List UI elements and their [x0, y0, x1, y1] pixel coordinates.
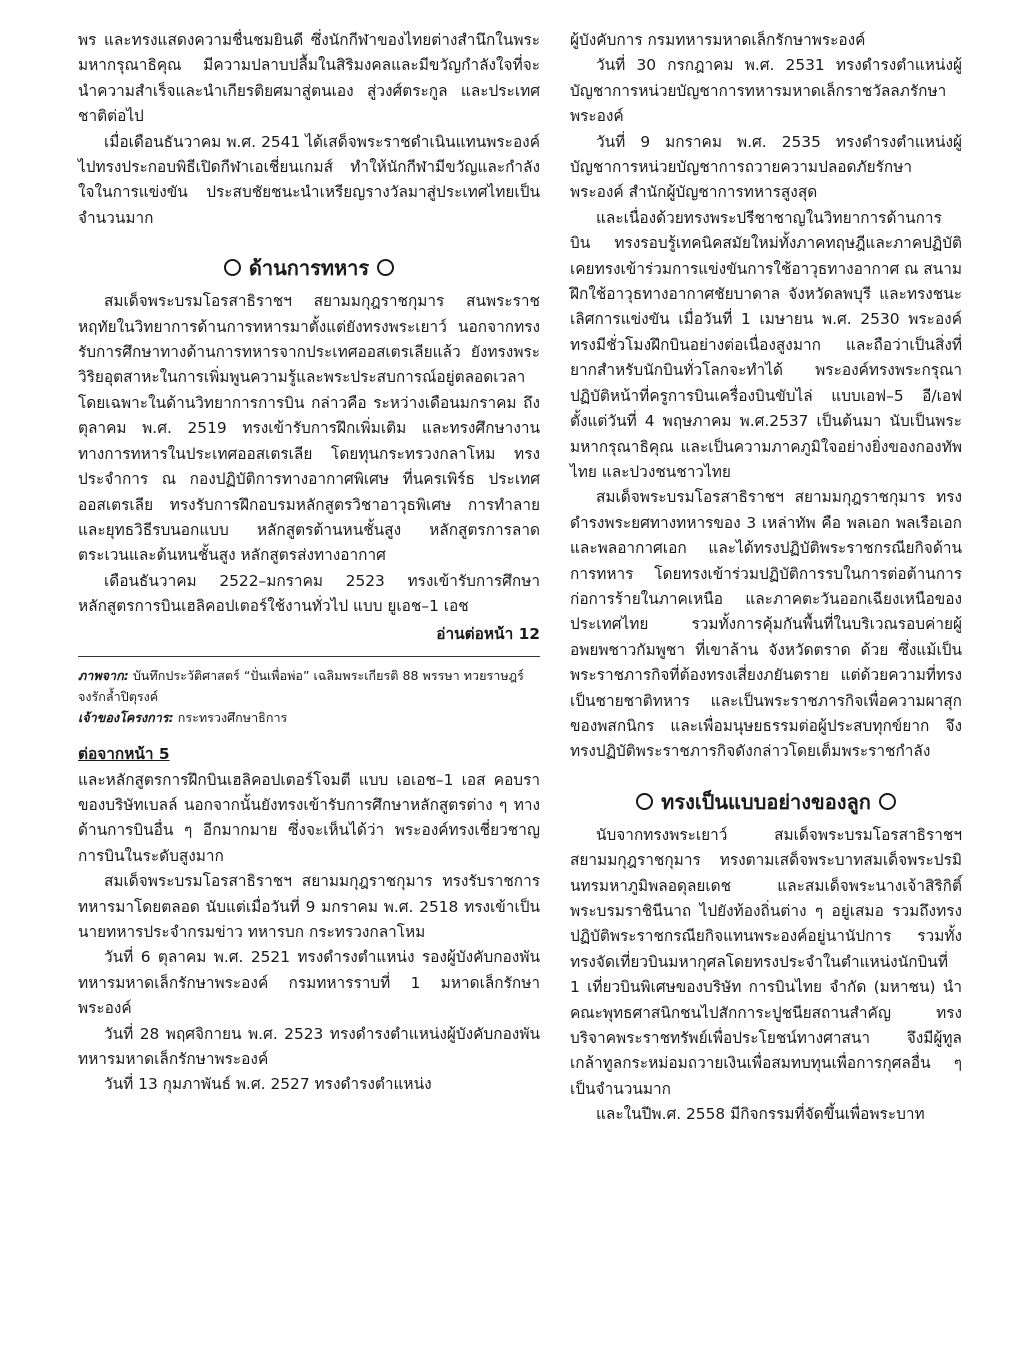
- paragraph: นับจากทรงพระเยาว์ สมเด็จพระบรมโอรสาธิราชฯ สยามมกุฎราชกุมาร ทรงตามเสด็จพระบาทสมเด็จพระปรมินทรมหาภูมิพลอดุลยเดช และสมเด็จพระนางเจ้าสิริกิติ์ พระบรมราชินีนาถ ไปยังท้องถิ่นต่าง ๆ อยู่เสมอ รวมถึงทรงปฏิบัติพระราชกรณียกิจแทนพระองค์อยู่นานัปการ รวมทั้งทรงจัดเที่ยวบินมหากุศลโดยทรงประจำในตำแหน่งนักบินที่ 1 เที่ยวบินพิเศษของบริษัท การบินไทย จำกัด (มหาชน) นำคณะพุทธศาสนิกชนไปสักการะปูชนียสถานสำคัญ ทรงบริจาคพระราชทรัพย์เพื่อประโยชน์ทางศาสนา จึงมีผู้ทูลเกล้าทูลกระหม่อมถวายเงินเพื่อสมทบทุนเพื่อการกุศลอื่น ๆ เป็นจำนวนมาก: [570, 825, 962, 1098]
- circle-bullet-icon: [224, 259, 241, 276]
- photo-credit-label: ภาพจาก:: [78, 667, 129, 683]
- photo-credit-text: บันทึกประวัติศาสตร์ “ปั่นเพื่อพ่อ” เฉลิมพระเกียรติ 88 พรรษา ทวยราษฎร์จงรักล้ำปิตุรงค์: [78, 667, 524, 704]
- circle-bullet-icon: [377, 259, 394, 276]
- circle-bullet-icon: [636, 793, 653, 810]
- paragraph: และในปีพ.ศ. 2558 มีกิจกรรมที่จัดขึ้นเพื่อพระบาท: [596, 1105, 925, 1124]
- paragraph: พร และทรงแสดงความชื่นชมยินดี ซึ่งนักกีฬาของไทยต่างสำนึกในพระมหากรุณาธิคุณ มีความปลาบปลื้มในสิริมงคลและมีขวัญกำลังใจที่จะนำความสำเร็จและนำเกียรติยศมาสู่ตนเอง สู่วงศ์ตระกูล และประเทศชาติต่อไป: [78, 31, 540, 126]
- paragraph: ผู้บังคับการ กรมทหารมหาดเล็กรักษาพระองค์: [570, 31, 866, 49]
- photo-credit: [78, 665, 540, 707]
- paragraph: วันที่ 6 ตุลาคม พ.ศ. 2521 ทรงดำรงตำแหน่ง รองผู้บังคับกองพันทหารมหาดเล็กรักษาพระองค์ กรมทหารราบที่ 1 มหาดเล็กรักษาพระองค์: [78, 948, 540, 1018]
- paragraph: วันที่ 9 มกราคม พ.ศ. 2535 ทรงดำรงตำแหน่งผู้บัญชาการหน่วยบัญชาการถวายความปลอดภัยรักษาพระองค์ สำนักผู้บัญชาการทหารสูงสุด: [570, 132, 962, 202]
- divider: [78, 656, 540, 657]
- circle-bullet-icon: [879, 793, 896, 810]
- paragraph: สมเด็จพระบรมโอรสาธิราชฯ สยามมกุฎราชกุมาร ทรงดำรงพระยศทางทหารของ 3 เหล่าทัพ คือ พลเอก พลเรือเอก และพลอากาศเอก และได้ทรงปฏิบัติพระราชกรณียกิจด้านการทหาร โดยทรงเข้าร่วมปฏิบัติการรบในการต่อต้านการก่อการร้ายในภาคเหนือ และภาคตะวันออกเฉียงเหนือของประเทศไทย รวมทั้งการคุ้มกันพื้นที่ในบริเวณรอบค่ายผู้อพยพชาวกัมพูชา ที่เขาล้าน จังหวัดตราด ด้วย ซึ่งแม้เป็นพระราชภารกิจที่ต้องทรงเสี่ยงภยันตราย แต่ด้วยความที่ทรงเป็นชายชาติทหาร และเป็นพระราชภารกิจเพื่อความผาสุกของพสกนิกร และเพื่อมนุษยธรรมต่อผู้ประสบทุกข์ยาก จึงทรงปฏิบัติพระราชภารกิจดังกล่าวโดยเต็มพระราชกำลัง: [570, 488, 962, 761]
- left-column: [78, 28, 540, 1098]
- continue-reading-label: อ่านต่อหน้า 12: [436, 624, 540, 643]
- project-owner-label: เจ้าของโครงการ:: [78, 709, 174, 725]
- heading-text: ทรงเป็นแบบอย่างของลูก: [661, 789, 871, 814]
- paragraph: เมื่อเดือนธันวาคม พ.ศ. 2541 ได้เสด็จพระราชดำเนินแทนพระองค์ไปทรงประกอบพิธีเปิดกีฬาเอเชี่ยนเกมส์ ทำให้นักกีฬามีขวัญและกำลังใจในการแข่งขัน ประสบชัยชนะนำเหรียญรางวัลมาสู่ประเทศไทยเป็นจำนวนมาก: [78, 132, 540, 227]
- section-heading-military: [78, 253, 540, 283]
- paragraph: วันที่ 30 กรกฎาคม พ.ศ. 2531 ทรงดำรงตำแหน่งผู้บัญชาการหน่วยบัญชาการทหารมหาดเล็กราชวัลลภรักษาพระองค์: [570, 56, 962, 126]
- project-owner-credit: [78, 707, 540, 728]
- paragraph: สมเด็จพระบรมโอรสาธิราชฯ สยามมกุฎราชกุมาร สนพระราชหฤทัยในวิทยาการด้านการทหารมาตั้งแต่ยังทรงพระเยาว์ นอกจากทรงรับการศึกษาทางด้านการทหารจากประเทศออสเตรเลียแล้ว ยังทรงพระวิริยอุตสาหะในการเพิ่มพูนความรู้และพระประสบการณ์อยู่ตลอดเวลา โดยเฉพาะในด้านวิทยาการการบิน กล่าวคือ ระหว่างเดือนมกราคม ถึง ตุลาคม พ.ศ. 2519 ทรงเข้ารับการฝึกเพิ่มเติม และทรงศึกษางานทางการทหารในประเทศออสเตรเลีย โดยทุนกระทรวงกลาโหม ทรงประจำการ ณ กองปฏิบัติการทางอากาศพิเศษ ที่นครเพิร์ธ ประเทศออสเตรเลีย ทรงรับการฝึกอบรมหลักสูตรวิชาอาวุธพิเศษ การทำลายและยุทธวิธีรบนอกแบบ หลักสูตรต้านหนชั้นสูง หลักสูตรการลาดตระเวนและต้นหนชั้นสูง หลักสูตรส่งทางอากาศ: [78, 292, 540, 565]
- paragraph: และหลักสูตรการฝึกบินเฮลิคอปเตอร์โจมตี แบบ เอเอช–1 เอส คอบรา ของบริษัทเบลล์ นอกจากนั้นยังทรงเข้ารับการศึกษาหลักสูตรต่าง ๆ ทางด้านการบินอื่น ๆ อีกมากมาย ซึ่งจะเห็นได้ว่า พระองค์ทรงเชี่ยวชาญการบินในระดับสูงมาก: [78, 770, 540, 865]
- project-owner-text: กระทรวงศึกษาธิการ: [177, 709, 288, 725]
- paragraph: วันที่ 28 พฤศจิกายน พ.ศ. 2523 ทรงดำรงตำแหน่งผู้บังคับกองพันทหารมหาดเล็กรักษาพระองค์: [78, 1024, 540, 1068]
- heading-text: ด้านการทหาร: [248, 256, 370, 281]
- paragraph: เดือนธันวาคม 2522–มกราคม 2523 ทรงเข้ารับการศึกษาหลักสูตรการบินเฮลิคอปเตอร์ใช้งานทั่วไป แบบ ยูเอช–1 เอช: [78, 571, 540, 616]
- paragraph: วันที่ 13 กุมภาพันธ์ พ.ศ. 2527 ทรงดำรงตำแหน่ง: [104, 1075, 432, 1094]
- paragraph: สมเด็จพระบรมโอรสาธิราชฯ สยามมกุฎราชกุมาร ทรงรับราชการทหารมาโดยตลอด นับแต่เมื่อวันที่ 9 มกราคม พ.ศ. 2518 ทรงเข้าเป็นนายทหารประจำกรมข่าว ทหารบก กระทรวงกลาโหม: [78, 872, 540, 941]
- right-column: [570, 28, 962, 1128]
- section-heading-role-model: [570, 787, 962, 817]
- paragraph: และเนื่องด้วยทรงพระปรีชาชาญในวิทยาการด้านการบิน ทรงรอบรู้เทคนิคสมัยใหม่ทั้งภาคทฤษฎีและภาคปฏิบัติ เคยทรงเข้าร่วมการแข่งขันการใช้อาวุธทางอากาศ ณ สนามฝึกใช้อาวุธทางอากาศชัยบาดาล จังหวัดลพบุรี และทรงชนะเลิศการแข่งขัน เมื่อวันที่ 1 เมษายน พ.ศ. 2530 พระองค์ทรงมีชั่วโมงฝึกบินอย่างต่อเนื่องสูงมาก และถือว่าเป็นสิ่งที่ยากสำหรับนักบินทั่วโลกจะทำได้ พระองค์ทรงพระกรุณาปฏิบัติหน้าที่ครูการบินเครื่องบินขับไล่ แบบเอฟ–5 อี/เอฟ ตั้งแต่วันที่ 4 พฤษภาคม พ.ศ.2537 เป็นต้นมา นับเป็นพระมหากรุณาธิคุณ และเป็นความภาคภูมิใจอย่างยิ่งของกองทัพไทย และปวงชนชาวไทย: [570, 208, 962, 481]
- continued-from-label: ต่อจากหน้า 5: [78, 744, 170, 763]
